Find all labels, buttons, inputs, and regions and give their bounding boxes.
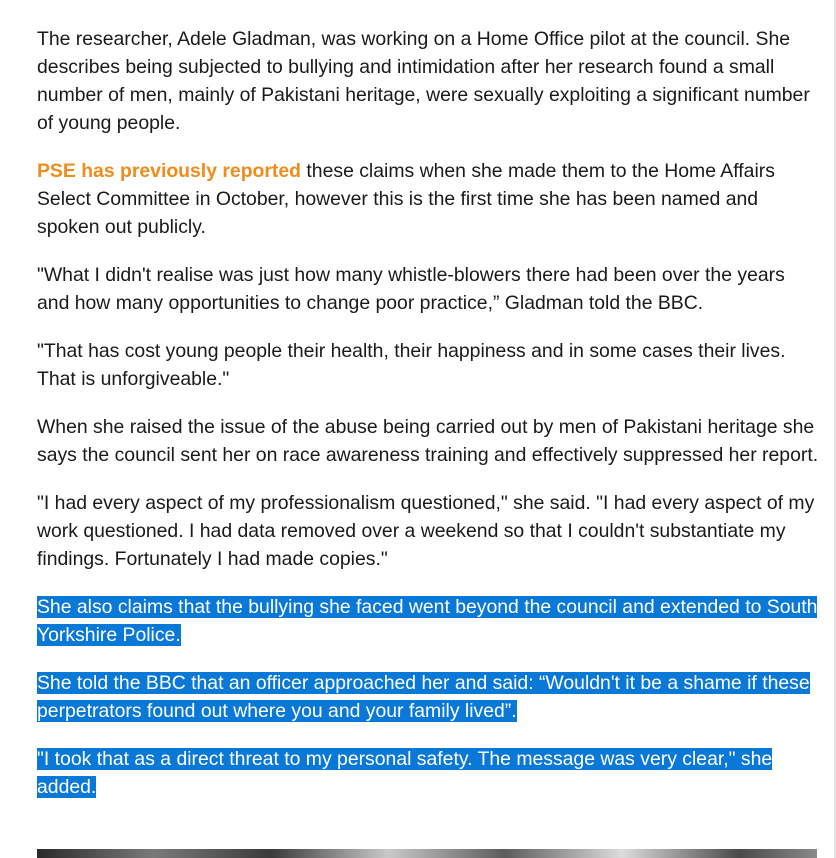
paragraph-4 xyxy=(37,337,822,393)
paragraph-7-selected xyxy=(37,593,822,649)
paragraph-5-text: When she raised the issue of the abuse being carried out by men of Pakistani heritage she says the council sent her on race awareness training and effectively suppressed her report. xyxy=(37,416,819,466)
paragraph-9-selected xyxy=(37,745,822,801)
paragraph-6 xyxy=(37,489,822,573)
paragraph-1-text: The researcher, Adele Gladman, was working on a Home Office pilot at the council. She describes being subjected to bullying and intimidation after her research found a small number of men, mainly of Pakistani heritage, were sexually exploiting a significant number of young people. xyxy=(37,28,810,134)
article-body xyxy=(37,25,822,821)
paragraph-6-text: "I had every aspect of my professionalism questioned," she said. "I had every aspect of my work questioned. I had data removed over a weekend so that I couldn't substantiate my findings. Fortunately I had made copies." xyxy=(37,492,815,570)
paragraph-5 xyxy=(37,413,822,469)
paragraph-8-text: She told the BBC that an officer approached her and said: “Wouldn't it be a shame if these perpetrators found out where you and your family lived”. xyxy=(37,672,810,722)
paragraph-2 xyxy=(37,157,822,241)
paragraph-2-text: these claims when she made them to the Home Affairs Select Committee in October, however this is the first time she has been named and spoken out publicly. xyxy=(37,160,775,238)
paragraph-4-text: "That has cost young people their health, their happiness and in some cases their lives. That is unforgiveable." xyxy=(37,340,786,390)
paragraph-3 xyxy=(37,261,822,317)
article-image xyxy=(37,849,817,858)
paragraph-7-text: She also claims that the bullying she faced went beyond the council and extended to South Yorkshire Police. xyxy=(37,596,818,646)
pse-previously-reported-link[interactable]: PSE has previously reported xyxy=(37,160,302,182)
paragraph-1 xyxy=(37,25,822,137)
paragraph-8-selected xyxy=(37,669,822,725)
paragraph-9-text: "I took that as a direct threat to my personal safety. The message was very clear," she added. xyxy=(37,748,773,798)
paragraph-3-text: "What I didn't realise was just how many whistle-blowers there had been over the years and how many opportunities to change poor practice,” Gladman told the BBC. xyxy=(37,264,785,314)
